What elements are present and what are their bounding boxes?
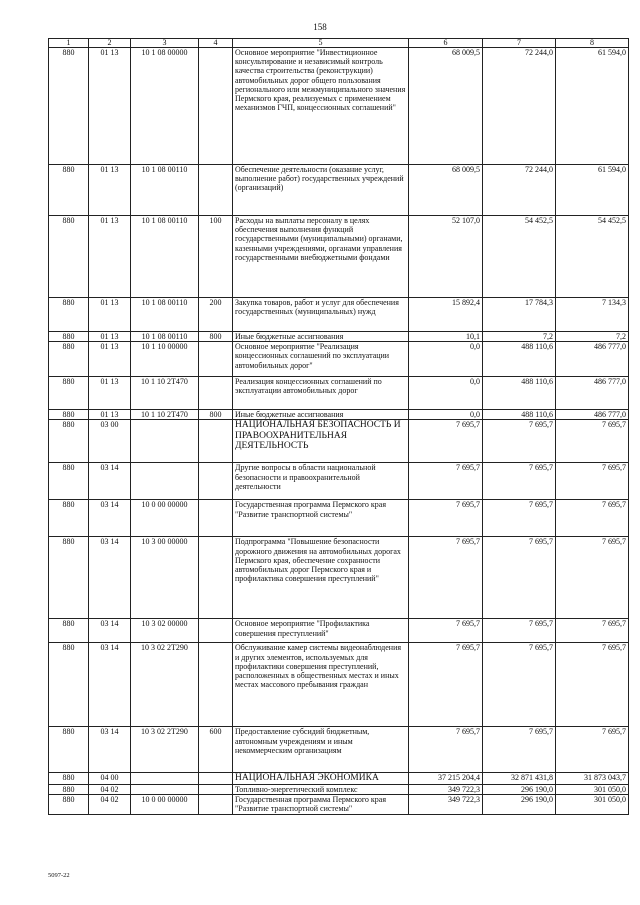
item-name: Реализация концессионных соглашений по эксплуатации автомобильных дорог (233, 377, 409, 410)
item-name: Основное мероприятие "Инвестиционное консультирование и независимый контроль качества строительства (реконструкции) автомобильных дорог общего пользования регионального или межмуниципального значения Пермского края, реализуемых с применением механизмов ГЧП, концессионных соглашений" (233, 48, 409, 165)
table-row (49, 420, 629, 463)
amount-col8: 61 594,0 (556, 165, 629, 216)
amount-col6: 7 695,7 (409, 727, 483, 773)
code-target: 10 1 08 00110 (131, 216, 199, 298)
code-admin: 880 (49, 784, 89, 794)
amount-col6: 7 695,7 (409, 643, 483, 727)
code-expense-type (199, 420, 233, 463)
code-expense-type (199, 619, 233, 643)
item-name: Обслуживание камер системы видеонаблюдения и других элементов, используемых для профилактики совершения преступлений, расположенных в общественных местах и иных местах массового пребывания граждан (233, 643, 409, 727)
amount-col8: 7 695,7 (556, 643, 629, 727)
amount-col7: 54 452,5 (483, 216, 556, 298)
amount-col8: 7 695,7 (556, 500, 629, 537)
amount-col8: 301 050,0 (556, 794, 629, 814)
code-expense-type (199, 48, 233, 165)
code-expense-type: 800 (199, 410, 233, 420)
code-admin: 880 (49, 410, 89, 420)
column-number-row (49, 39, 629, 48)
table-row (49, 794, 629, 814)
table-row (49, 377, 629, 410)
amount-col6: 68 009,5 (409, 165, 483, 216)
amount-col7: 488 110,6 (483, 342, 556, 377)
amount-col7: 296 190,0 (483, 784, 556, 794)
code-admin: 880 (49, 377, 89, 410)
code-admin: 880 (49, 216, 89, 298)
code-target: 10 1 10 2Т470 (131, 410, 199, 420)
column-number: 6 (409, 39, 483, 48)
amount-col6: 0,0 (409, 410, 483, 420)
code-section: 01 13 (89, 342, 131, 377)
code-expense-type (199, 784, 233, 794)
amount-col6: 52 107,0 (409, 216, 483, 298)
amount-col8: 486 777,0 (556, 410, 629, 420)
code-expense-type (199, 794, 233, 814)
code-section: 03 14 (89, 727, 131, 773)
table-row (49, 500, 629, 537)
code-admin: 880 (49, 537, 89, 619)
code-expense-type (199, 643, 233, 727)
amount-col8: 7 695,7 (556, 420, 629, 463)
column-number: 1 (49, 39, 89, 48)
code-expense-type (199, 377, 233, 410)
item-name: Государственная программа Пермского края "Развитие транспортной системы" (233, 500, 409, 537)
item-name: Топливно-энергетический комплекс (233, 784, 409, 794)
code-expense-type (199, 165, 233, 216)
amount-col6: 15 892,4 (409, 298, 483, 332)
item-name: Основное мероприятие "Профилактика совершения преступлений" (233, 619, 409, 643)
amount-col6: 7 695,7 (409, 420, 483, 463)
amount-col8: 61 594,0 (556, 48, 629, 165)
code-expense-type: 100 (199, 216, 233, 298)
code-section: 03 14 (89, 463, 131, 500)
amount-col7: 7 695,7 (483, 420, 556, 463)
column-number: 7 (483, 39, 556, 48)
table-row (49, 298, 629, 332)
amount-col7: 7 695,7 (483, 727, 556, 773)
amount-col7: 7 695,7 (483, 537, 556, 619)
code-admin: 880 (49, 463, 89, 500)
amount-col7: 488 110,6 (483, 410, 556, 420)
amount-col6: 7 695,7 (409, 500, 483, 537)
code-section: 03 14 (89, 619, 131, 643)
code-section: 01 13 (89, 377, 131, 410)
code-target: 10 3 02 00000 (131, 619, 199, 643)
amount-col7: 72 244,0 (483, 48, 556, 165)
code-section: 04 00 (89, 773, 131, 784)
amount-col7: 7 695,7 (483, 463, 556, 500)
amount-col8: 486 777,0 (556, 342, 629, 377)
amount-col8: 7 695,7 (556, 463, 629, 500)
table-row (49, 48, 629, 165)
page-number: 158 (313, 22, 327, 32)
amount-col7: 7,2 (483, 332, 556, 342)
code-section: 04 02 (89, 794, 131, 814)
code-section: 04 02 (89, 784, 131, 794)
amount-col6: 7 695,7 (409, 619, 483, 643)
code-expense-type: 800 (199, 332, 233, 342)
table-row (49, 643, 629, 727)
code-expense-type: 600 (199, 727, 233, 773)
table-row (49, 773, 629, 784)
column-number: 5 (233, 39, 409, 48)
code-admin: 880 (49, 619, 89, 643)
code-section: 01 13 (89, 216, 131, 298)
code-target: 10 1 08 00110 (131, 332, 199, 342)
table-row (49, 342, 629, 377)
amount-col7: 7 695,7 (483, 500, 556, 537)
item-name: Подпрограмма "Повышение безопасности дорожного движения на автомобильных дорогах Пермского края, обеспечение сохранности автомобильных дорог Пермского края и профилактика совершения преступлений" (233, 537, 409, 619)
code-expense-type (199, 463, 233, 500)
budget-table (48, 38, 629, 815)
item-name: Основное мероприятие "Реализация концессионных соглашений по эксплуатации автомобильных дорог" (233, 342, 409, 377)
code-section: 03 14 (89, 537, 131, 619)
code-target (131, 784, 199, 794)
code-target: 10 1 08 00000 (131, 48, 199, 165)
amount-col6: 349 722,3 (409, 784, 483, 794)
item-name: Закупка товаров, работ и услуг для обеспечения государственных (муниципальных) нужд (233, 298, 409, 332)
code-target (131, 420, 199, 463)
amount-col7: 72 244,0 (483, 165, 556, 216)
column-number: 2 (89, 39, 131, 48)
code-admin: 880 (49, 342, 89, 377)
code-admin: 880 (49, 48, 89, 165)
amount-col6: 7 695,7 (409, 463, 483, 500)
amount-col8: 7 134,3 (556, 298, 629, 332)
code-expense-type: 200 (199, 298, 233, 332)
code-section: 01 13 (89, 298, 131, 332)
amount-col8: 31 873 043,7 (556, 773, 629, 784)
code-section: 03 14 (89, 500, 131, 537)
amount-col8: 7,2 (556, 332, 629, 342)
amount-col7: 17 784,3 (483, 298, 556, 332)
code-expense-type (199, 500, 233, 537)
amount-col8: 7 695,7 (556, 727, 629, 773)
table-row (49, 463, 629, 500)
item-name: Государственная программа Пермского края "Развитие транспортной системы" (233, 794, 409, 814)
code-target: 10 3 02 2Т290 (131, 727, 199, 773)
table-row (49, 537, 629, 619)
code-expense-type (199, 342, 233, 377)
amount-col6: 37 215 204,4 (409, 773, 483, 784)
column-number: 3 (131, 39, 199, 48)
code-admin: 880 (49, 332, 89, 342)
item-name: Другие вопросы в области национальной безопасности и правоохранительной деятельности (233, 463, 409, 500)
code-admin: 880 (49, 500, 89, 537)
code-admin: 880 (49, 643, 89, 727)
code-target (131, 773, 199, 784)
code-expense-type (199, 537, 233, 619)
amount-col6: 0,0 (409, 342, 483, 377)
item-name: Расходы на выплаты персоналу в целях обеспечения выполнения функций государственными (муниципальными) органами, казенными учреждениями, органами управления государственными внебюджетными фондами (233, 216, 409, 298)
table-row (49, 216, 629, 298)
code-target: 10 0 00 00000 (131, 500, 199, 537)
amount-col7: 7 695,7 (483, 619, 556, 643)
code-admin: 880 (49, 727, 89, 773)
table-row (49, 784, 629, 794)
amount-col8: 301 050,0 (556, 784, 629, 794)
code-target: 10 1 08 00110 (131, 165, 199, 216)
code-section: 03 00 (89, 420, 131, 463)
code-section: 01 13 (89, 48, 131, 165)
item-name: Иные бюджетные ассигнования (233, 332, 409, 342)
amount-col6: 7 695,7 (409, 537, 483, 619)
code-target: 10 1 08 00110 (131, 298, 199, 332)
amount-col8: 7 695,7 (556, 619, 629, 643)
table-row (49, 727, 629, 773)
code-target: 10 0 00 00000 (131, 794, 199, 814)
code-target (131, 463, 199, 500)
code-section: 01 13 (89, 165, 131, 216)
amount-col7: 296 190,0 (483, 794, 556, 814)
code-section: 03 14 (89, 643, 131, 727)
code-admin: 880 (49, 165, 89, 216)
item-name: Предоставление субсидий бюджетным, автономным учреждениям и иным некоммерческим организациям (233, 727, 409, 773)
amount-col6: 68 009,5 (409, 48, 483, 165)
table-row (49, 619, 629, 643)
amount-col7: 32 871 431,8 (483, 773, 556, 784)
code-section: 01 13 (89, 410, 131, 420)
table-row (49, 332, 629, 342)
code-admin: 880 (49, 773, 89, 784)
amount-col7: 7 695,7 (483, 643, 556, 727)
amount-col6: 10,1 (409, 332, 483, 342)
amount-col8: 7 695,7 (556, 537, 629, 619)
item-name: Обеспечение деятельности (оказание услуг, выполнение работ) государственных учреждений (организаций) (233, 165, 409, 216)
amount-col8: 54 452,5 (556, 216, 629, 298)
column-number: 8 (556, 39, 629, 48)
amount-col6: 0,0 (409, 377, 483, 410)
item-name: Иные бюджетные ассигнования (233, 410, 409, 420)
code-target: 10 3 00 00000 (131, 537, 199, 619)
table-row (49, 165, 629, 216)
code-target: 10 1 10 2Т470 (131, 377, 199, 410)
amount-col7: 488 110,6 (483, 377, 556, 410)
code-admin: 880 (49, 420, 89, 463)
item-name: НАЦИОНАЛЬНАЯ БЕЗОПАСНОСТЬ И ПРАВООХРАНИТЕЛЬНАЯ ДЕЯТЕЛЬНОСТЬ (233, 420, 409, 463)
code-admin: 880 (49, 794, 89, 814)
amount-col8: 486 777,0 (556, 377, 629, 410)
code-target: 10 1 10 00000 (131, 342, 199, 377)
column-number: 4 (199, 39, 233, 48)
footer-code: 5097-22 (48, 872, 70, 879)
code-section: 01 13 (89, 332, 131, 342)
code-target: 10 3 02 2Т290 (131, 643, 199, 727)
code-expense-type (199, 773, 233, 784)
code-admin: 880 (49, 298, 89, 332)
table-row (49, 410, 629, 420)
item-name: НАЦИОНАЛЬНАЯ ЭКОНОМИКА (233, 773, 409, 784)
amount-col6: 349 722,3 (409, 794, 483, 814)
